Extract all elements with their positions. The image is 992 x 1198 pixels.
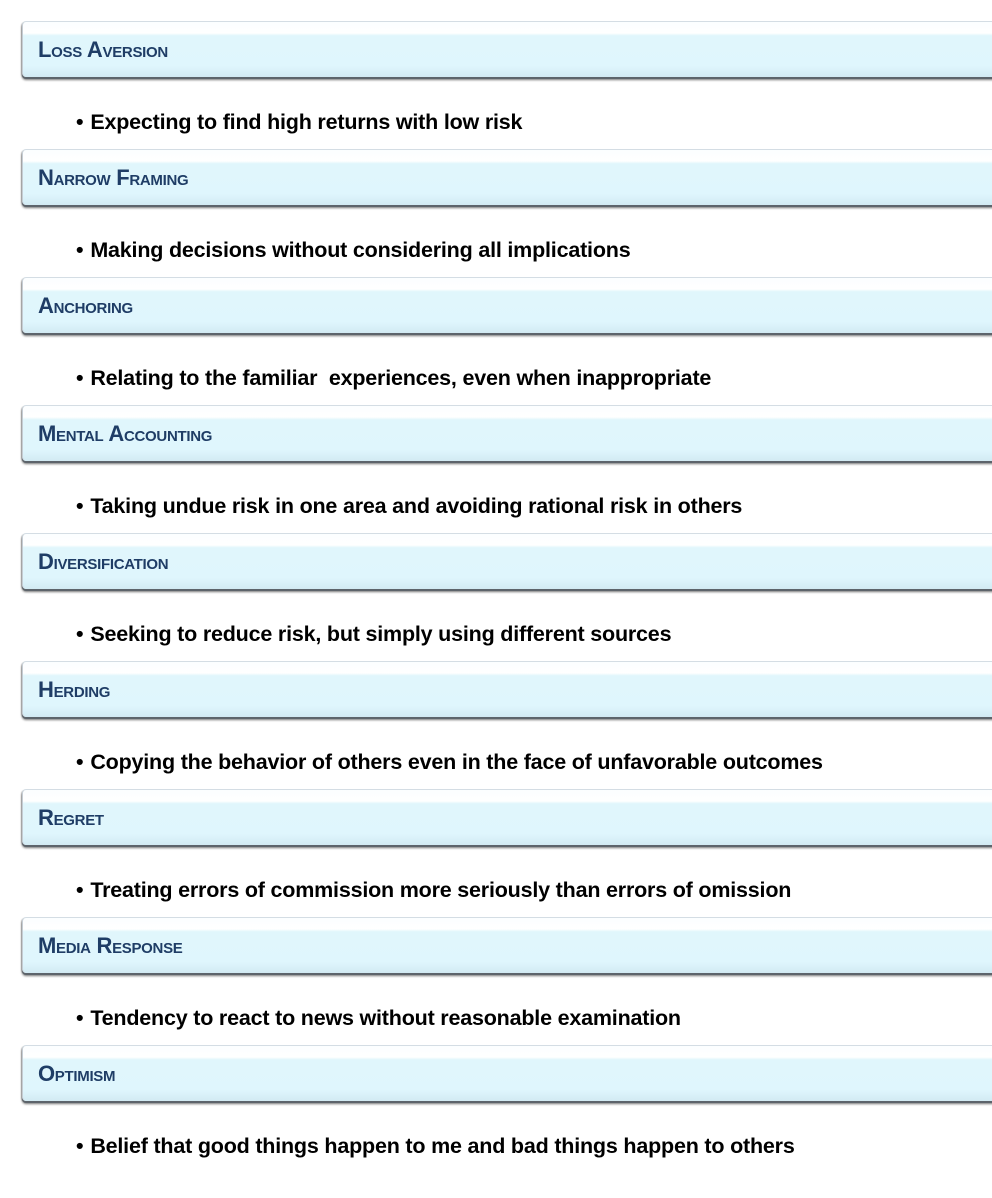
item-description: Relating to the familiar experiences, even when inappropriate: [90, 366, 712, 390]
item-title: Herding: [38, 677, 111, 702]
item-description: Copying the behavior of others even in the face of unfavorable outcomes: [90, 750, 823, 774]
header-bar: [22, 661, 992, 717]
list-item-media-response: [0, 917, 992, 1045]
bullet-icon: •: [76, 1134, 84, 1158]
item-description-row: [76, 1005, 681, 1031]
bullet-icon: •: [76, 750, 84, 774]
bullet-icon: •: [76, 238, 84, 262]
item-title: Narrow Framing: [38, 165, 189, 190]
bullet-icon: •: [76, 878, 84, 902]
item-description: Taking undue risk in one area and avoiding rational risk in others: [90, 494, 743, 518]
item-description-row: [76, 749, 823, 775]
item-description: Expecting to find high returns with low risk: [90, 110, 523, 134]
item-description-row: [76, 621, 671, 647]
list-item-optimism: [0, 1045, 992, 1173]
header-bar: [22, 21, 992, 77]
header-bar: [22, 917, 992, 973]
item-title: Optimism: [38, 1061, 116, 1086]
item-title: Loss Aversion: [38, 37, 168, 62]
list-item-narrow-framing: [0, 149, 992, 277]
bullet-icon: •: [76, 622, 84, 646]
list-item-mental-accounting: [0, 405, 992, 533]
list-item-herding: [0, 661, 992, 789]
item-title: Mental Accounting: [38, 421, 213, 446]
header-bar: [22, 405, 992, 461]
header-bar: [22, 789, 992, 845]
list-item-diversification: [0, 533, 992, 661]
item-description-row: [76, 237, 630, 263]
item-description: Belief that good things happen to me and bad things happen to others: [90, 1134, 795, 1158]
item-title: Regret: [38, 805, 104, 830]
item-title: Media Response: [38, 933, 183, 958]
header-bar: [22, 149, 992, 205]
bullet-icon: •: [76, 110, 84, 134]
item-description-row: [76, 1133, 795, 1159]
item-description-row: [76, 109, 522, 135]
bullet-icon: •: [76, 366, 84, 390]
list-item-regret: [0, 789, 992, 917]
item-description-row: [76, 365, 711, 391]
item-description: Tendency to react to news without reasonable examination: [90, 1006, 681, 1030]
header-bar: [22, 277, 992, 333]
item-description-row: [76, 877, 791, 903]
item-title: Anchoring: [38, 293, 133, 318]
item-description-row: [76, 493, 742, 519]
item-description: Treating errors of commission more seriously than errors of omission: [90, 878, 792, 902]
bias-list: [0, 21, 992, 1173]
list-item-loss-aversion: [0, 21, 992, 149]
item-description: Making decisions without considering all implications: [90, 238, 631, 262]
header-bar: [22, 1045, 992, 1101]
header-bar: [22, 533, 992, 589]
list-item-anchoring: [0, 277, 992, 405]
bullet-icon: •: [76, 1006, 84, 1030]
item-description: Seeking to reduce risk, but simply using different sources: [90, 622, 672, 646]
item-title: Diversification: [38, 549, 169, 574]
bullet-icon: •: [76, 494, 84, 518]
